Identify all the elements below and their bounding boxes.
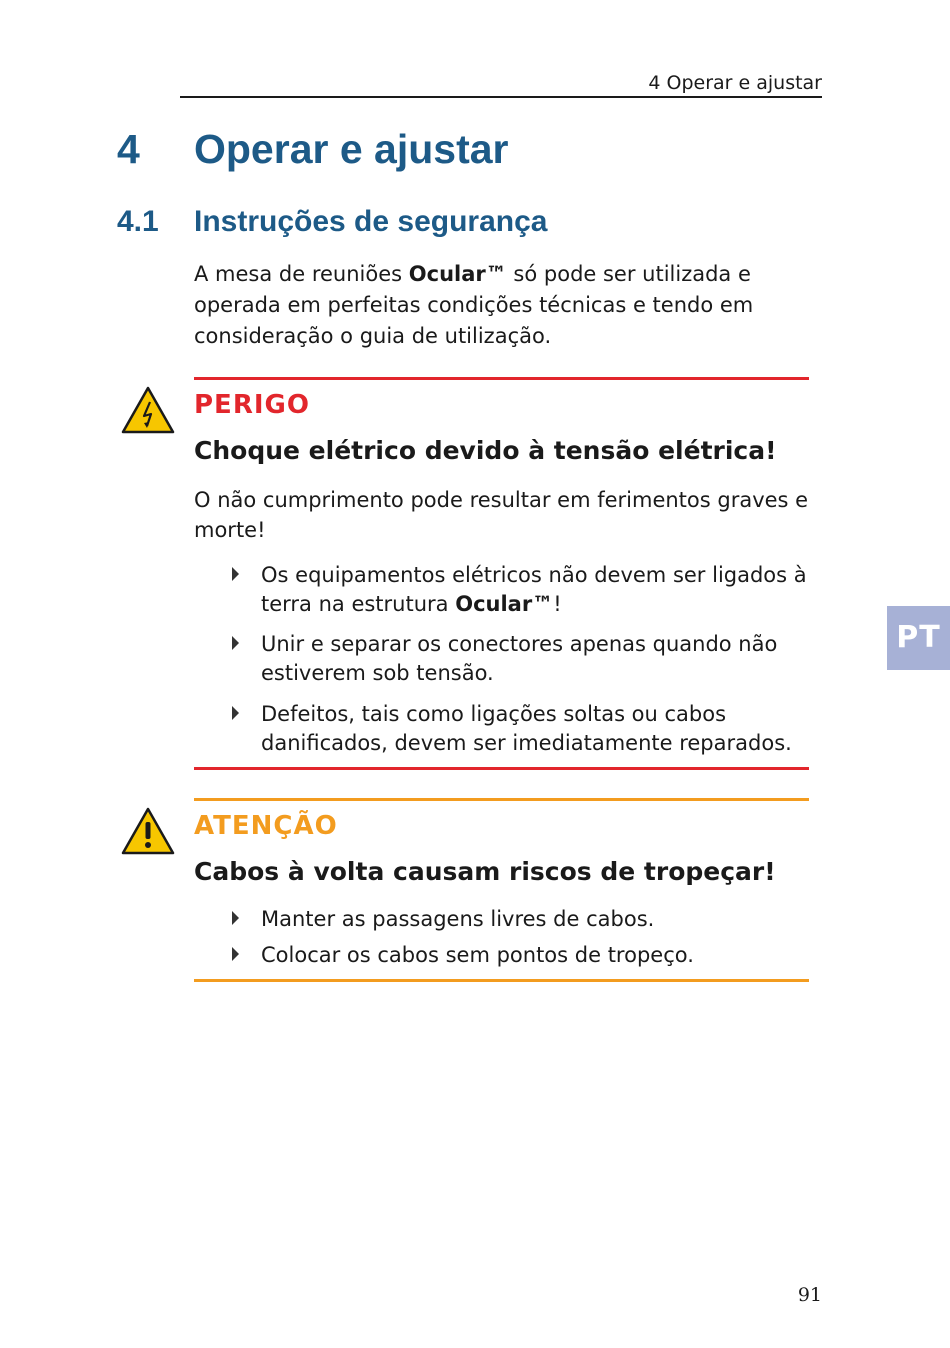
chapter-number: 4 [117,126,140,172]
bullet-arrow-icon [232,567,239,581]
intro-text-end: só pode ser utilizada e operada em perfeitas condições técnicas e tendo em consideração o guia de utilização. [194,262,754,348]
electric-hazard-icon [121,386,175,434]
bullet-text: Defeitos, tais como ligações soltas ou cabos danificados, devem ser imediatamente reparados. [261,702,792,755]
bullet-text: Colocar os cabos sem pontos de tropeço. [261,943,694,967]
running-header: 4 Operar e ajustar [648,72,822,94]
section-number: 4.1 [117,205,159,238]
caution-bottom-rule [194,979,809,982]
danger-bullet [232,700,812,758]
section-title: Instruções de segurança [194,205,548,238]
danger-bottom-rule [194,767,809,770]
bullet-text: Unir e separar os conectores apenas quando não estiverem sob tensão. [261,632,778,685]
danger-bullet [232,561,812,619]
bullet-arrow-icon [232,911,239,925]
caution-bullet [232,941,812,970]
bullet-text: Os equipamentos elétricos não devem ser ligados à terra na estrutura [261,563,807,616]
chapter-title: Operar e ajustar [194,126,509,172]
danger-top-rule [194,377,809,380]
language-tab: PT [887,606,950,670]
intro-paragraph [194,259,814,352]
danger-consequence: O não cumprimento pode resultar em ferimentos graves e morte! [194,488,809,542]
bullet-suffix: ! [553,592,562,616]
general-warning-icon [121,807,175,855]
product-name: Ocular™ [408,262,507,286]
danger-bullet [232,630,812,688]
header-rule [180,96,822,98]
danger-signal-word: PERIGO [194,390,310,420]
bullet-arrow-icon [232,706,239,720]
bullet-arrow-icon [232,947,239,961]
bullet-arrow-icon [232,636,239,650]
caution-title: Cabos à volta causam riscos de tropeçar! [194,857,776,886]
intro-text-start: A mesa de reuniões [194,262,409,286]
danger-title: Choque elétrico devido à tensão elétrica! [194,436,777,465]
caution-signal-word: ATENÇÃO [194,811,338,841]
bullet-text: Manter as passagens livres de cabos. [261,907,655,931]
bullet-bold: Ocular™ [455,592,554,616]
page-number: 91 [797,1284,822,1306]
caution-bullet [232,905,812,934]
caution-top-rule [194,798,809,801]
